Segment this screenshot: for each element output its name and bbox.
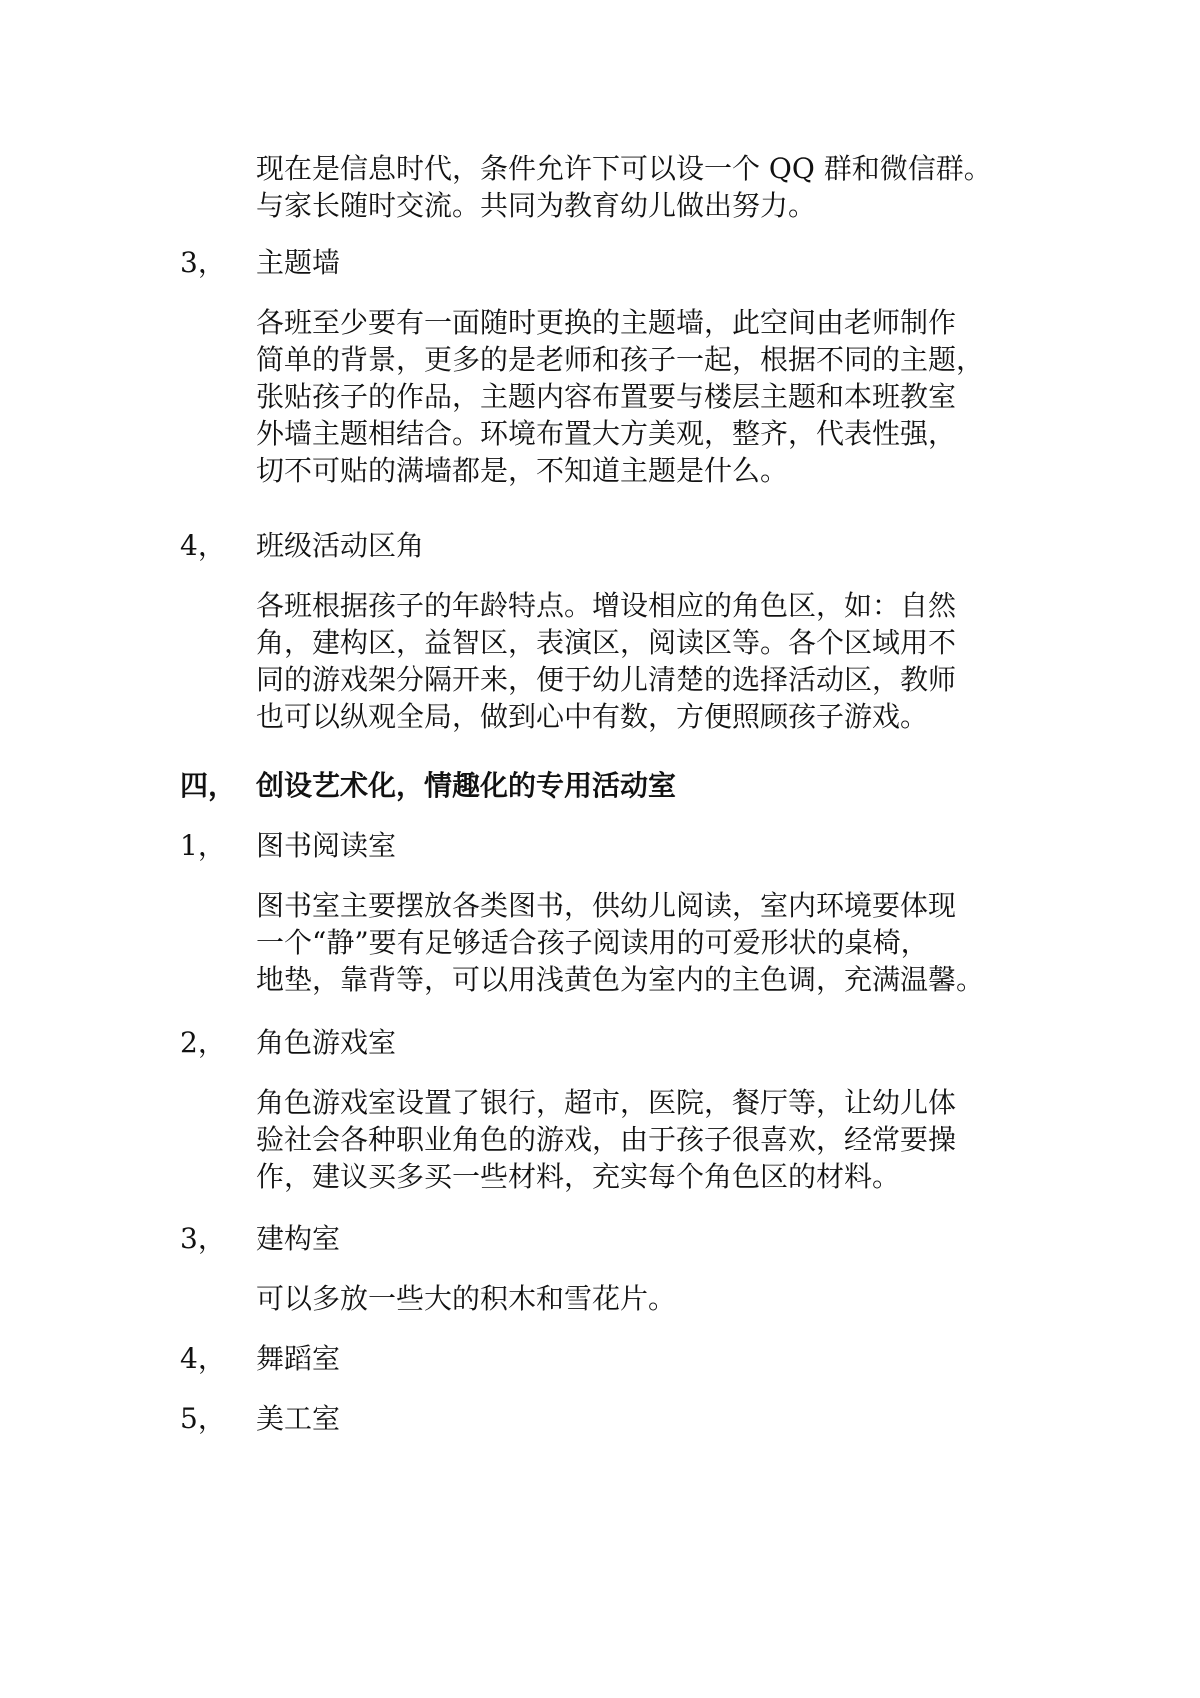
paragraph-line: 各班至少要有一面随时更换的主题墙，此空间由老师制作 — [256, 306, 957, 339]
item-number: 4， — [180, 1342, 226, 1375]
paragraph-line: 简单的背景，更多的是老师和孩子一起，根据不同的主题， — [256, 343, 985, 376]
paragraph-line: 一个“静”要有足够适合孩子阅读用的可爱形状的桌椅， — [256, 926, 929, 959]
item-title: 角色游戏室 — [256, 1026, 397, 1059]
paragraph-line: 角，建构区，益智区，表演区，阅读区等。各个区域用不 — [256, 626, 957, 659]
section-number: 四， — [180, 769, 237, 802]
item-number: 5， — [180, 1402, 226, 1435]
theme-wall-paragraph — [256, 304, 984, 489]
item-title: 美工室 — [256, 1402, 341, 1435]
paragraph-line: 也可以纵观全局，做到心中有数，方便照顾孩子游戏。 — [256, 700, 929, 733]
paragraph-line: 各班根据孩子的年龄特点。增设相应的角色区，如：自然 — [256, 589, 957, 622]
paragraph-line: 现在是信息时代，条件允许下可以设一个 QQ 群和微信群。 — [256, 152, 992, 185]
paragraph-line: 外墙主题相结合。环境布置大方美观，整齐，代表性强， — [256, 417, 957, 450]
construction-room-paragraph — [256, 1280, 676, 1317]
item-heading-role-play-room — [180, 1024, 1080, 1061]
paragraph-line: 验社会各种职业角色的游戏，由于孩子很喜欢，经常要操 — [256, 1123, 957, 1156]
item-heading-construction-room — [180, 1220, 1080, 1257]
item-number: 3， — [180, 1222, 226, 1255]
item-number: 3， — [180, 246, 226, 279]
item-title: 舞蹈室 — [256, 1342, 341, 1375]
item-title: 班级活动区角 — [256, 529, 425, 562]
item-number: 2， — [180, 1026, 226, 1059]
item-heading-reading-room — [180, 827, 1080, 864]
paragraph-line: 地垫，靠背等，可以用浅黄色为室内的主色调，充满温馨。 — [256, 963, 985, 996]
item-heading-dance-room — [180, 1340, 1080, 1377]
item-heading-activity-area — [180, 527, 1080, 564]
intro-paragraph — [256, 150, 992, 224]
paragraph-line: 可以多放一些大的积木和雪花片。 — [256, 1282, 677, 1315]
reading-room-paragraph — [256, 887, 984, 998]
activity-area-paragraph — [256, 587, 956, 735]
item-title: 主题墙 — [256, 246, 341, 279]
item-title: 建构室 — [256, 1222, 341, 1255]
paragraph-line: 图书室主要摆放各类图书，供幼儿阅读，室内环境要体现 — [256, 889, 957, 922]
section-title: 创设艺术化，情趣化的专用活动室 — [256, 769, 677, 802]
paragraph-line: 张贴孩子的作品，主题内容布置要与楼层主题和本班教室 — [256, 380, 957, 413]
paragraph-line: 同的游戏架分隔开来，便于幼儿清楚的选择活动区，教师 — [256, 663, 957, 696]
paragraph-line: 角色游戏室设置了银行，超市，医院，餐厅等，让幼儿体 — [256, 1086, 957, 1119]
role-play-room-paragraph — [256, 1084, 956, 1195]
item-number: 4， — [180, 529, 226, 562]
item-number: 1， — [180, 829, 226, 862]
item-heading-art-room — [180, 1400, 1080, 1437]
item-heading-theme-wall — [180, 244, 1080, 281]
paragraph-line: 作，建议买多买一些材料，充实每个角色区的材料。 — [256, 1160, 901, 1193]
section-heading — [180, 767, 1080, 804]
paragraph-line: 切不可贴的满墙都是，不知道主题是什么。 — [256, 454, 789, 487]
item-title: 图书阅读室 — [256, 829, 397, 862]
paragraph-line: 与家长随时交流。共同为教育幼儿做出努力。 — [256, 189, 817, 222]
